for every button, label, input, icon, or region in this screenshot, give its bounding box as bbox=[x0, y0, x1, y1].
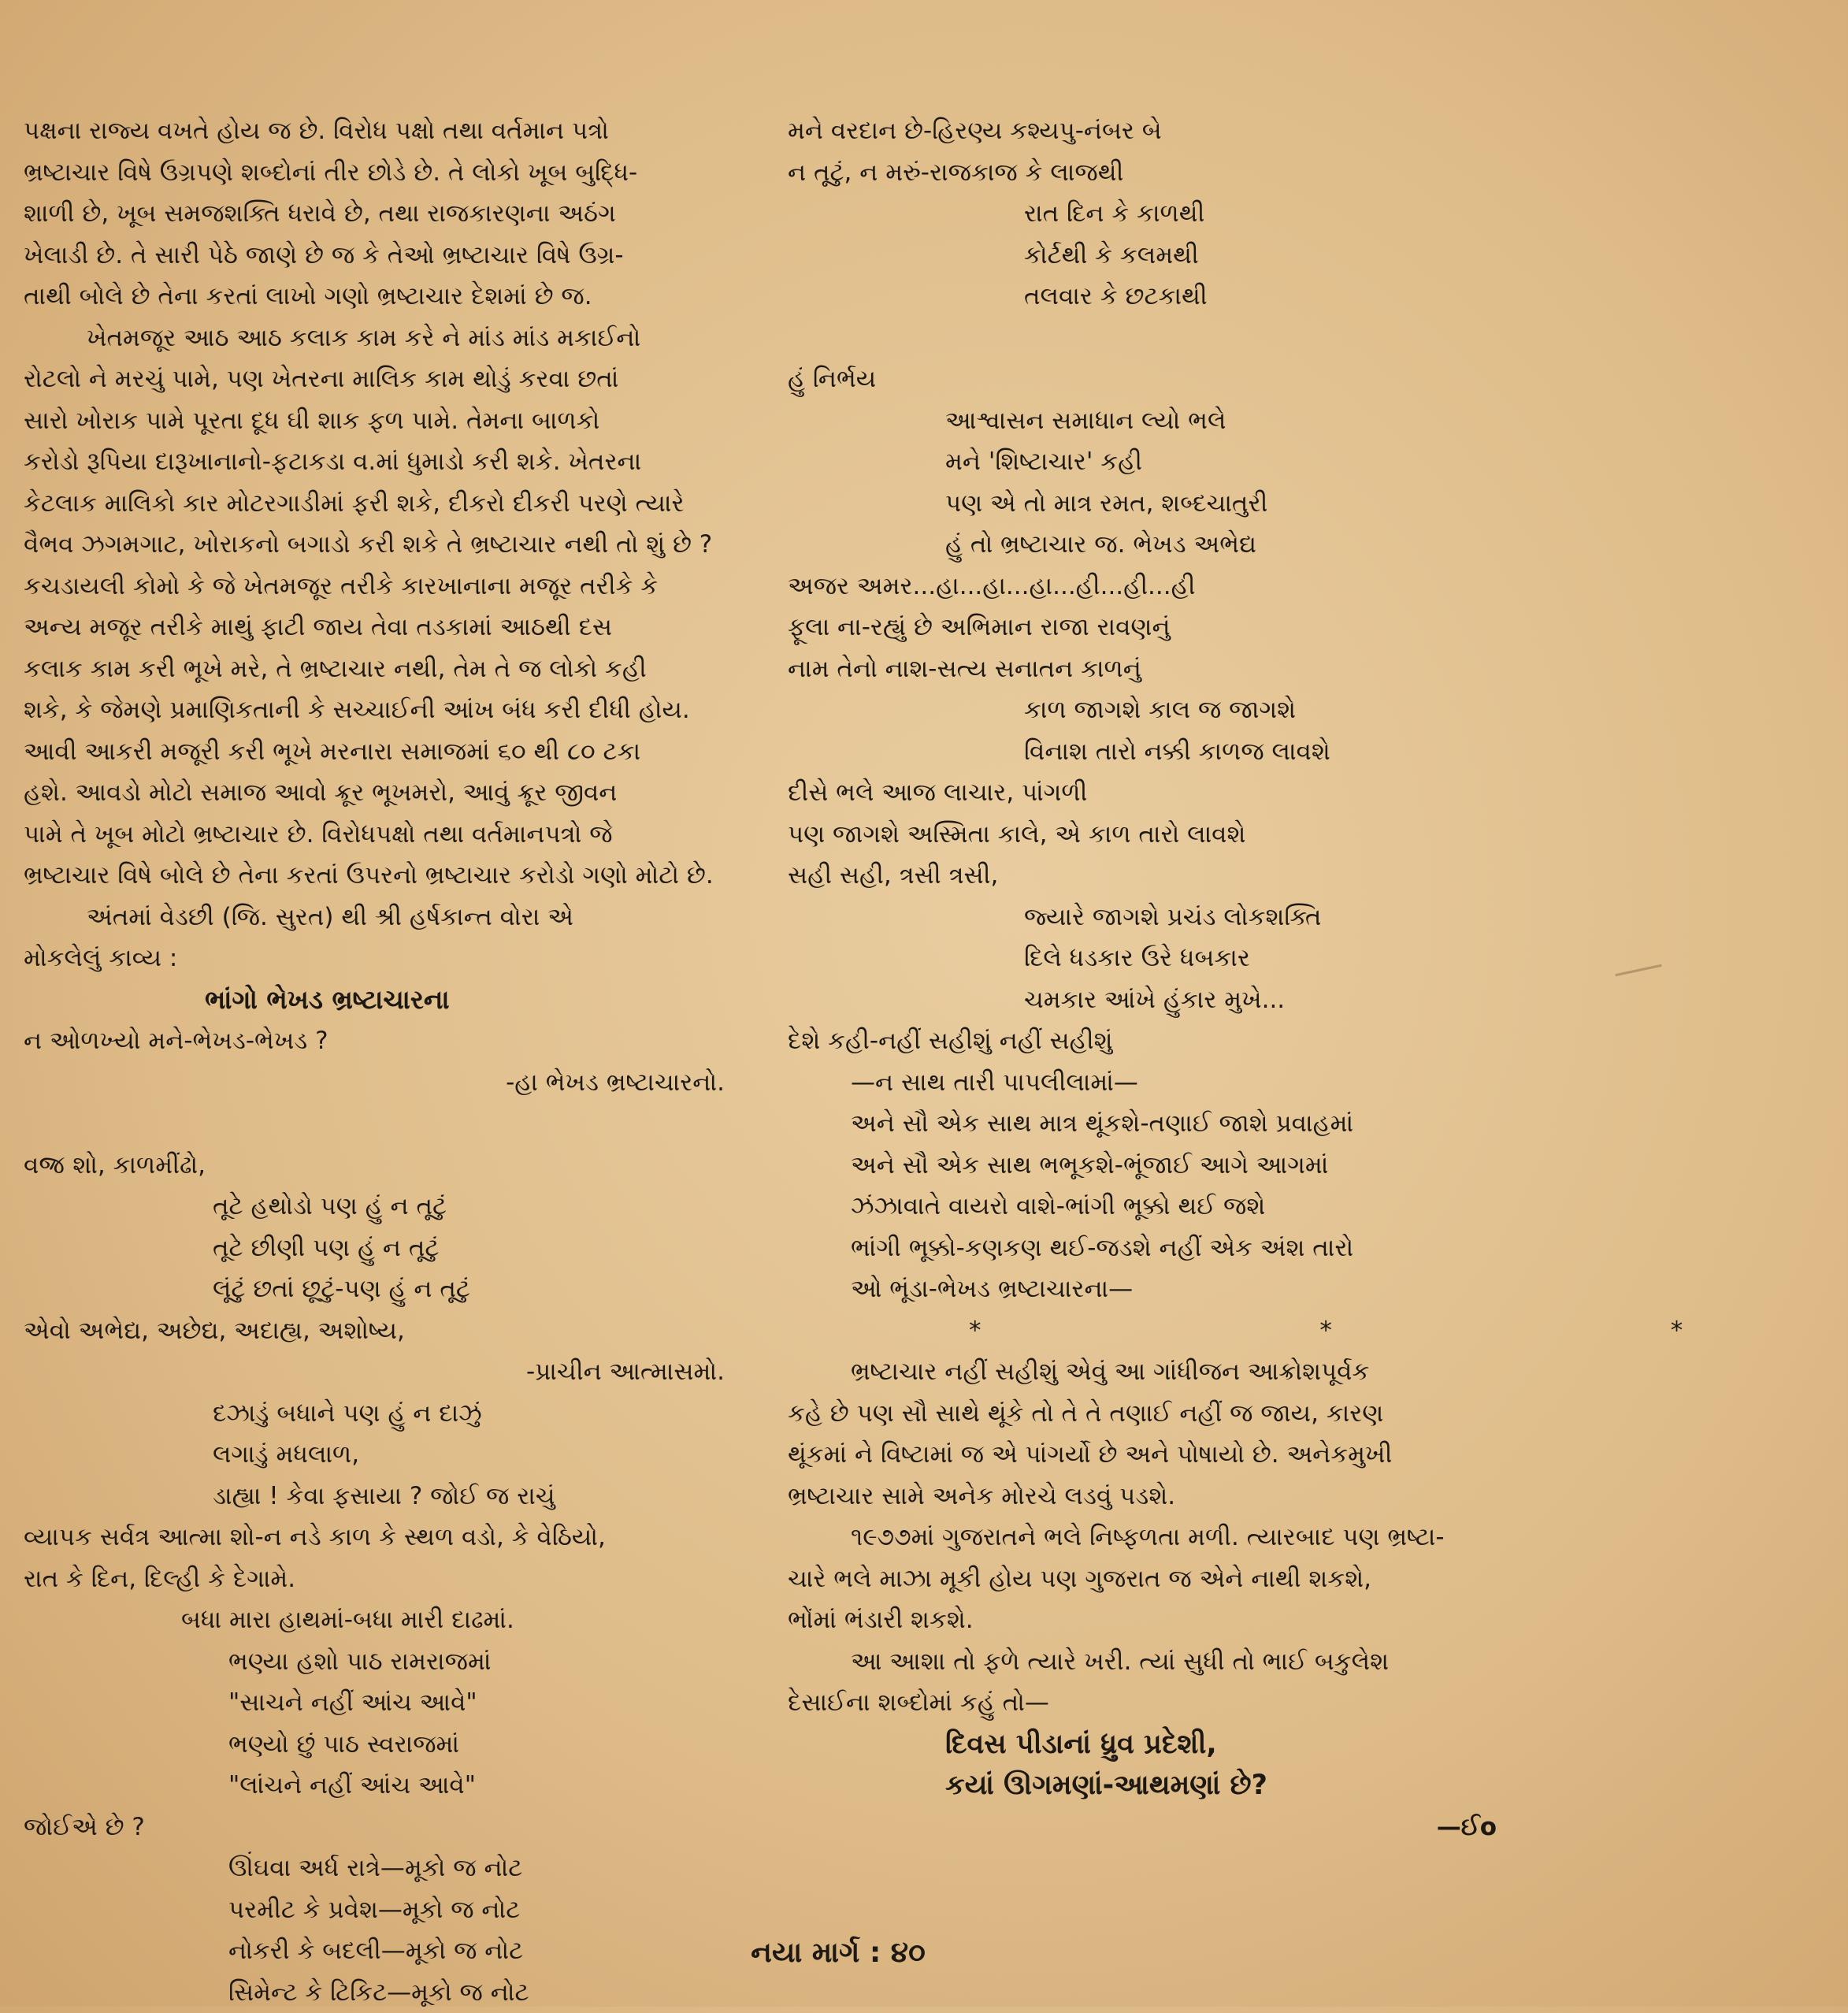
page-footer: નયા માર્ગ : ૪૦ bbox=[0, 1937, 1676, 1970]
poem-title: ભાંગો ભેખડ ભ્રષ્ટાચારના bbox=[24, 979, 733, 1021]
poem-line: બધા મારા હાથમાં-બધા મારી દાઢમાં. bbox=[24, 1599, 733, 1641]
poem-line: કોર્ટથી કે કલમથી bbox=[788, 235, 1512, 277]
poem-line: ઊંઘવા અર્ધ રાત્રે—મૂકો જ નોટ bbox=[24, 1848, 733, 1889]
text-line: કચડાયલી કોમો કે જે ખેતમજૂર તરીકે કારખાનાના મજૂર તરીકે કે bbox=[24, 566, 733, 607]
text-line: ભ્રષ્ટાચાર વિષે બોલે છે તેના કરતાં ઉપરનો ભ્રષ્ટાચાર કરોડો ગણો મોટો છે. bbox=[24, 855, 733, 897]
poem-line: એવો અભેદ્ય, અછેદ્ય, અદાહ્ય, અશોષ્ય, bbox=[24, 1310, 733, 1352]
poem-line: દઝાડું બધાને પણ હું ન દાઝું bbox=[24, 1393, 733, 1435]
poem-line: ઝંઝાવાતે વાયરો વાશે-ભાંગી ભૂક્કો થઈ જશે bbox=[788, 1186, 1512, 1227]
text-line: દેસાઈના શબ્દોમાં કહું તો— bbox=[788, 1682, 1512, 1724]
poem-line: નોકરી કે બદલી—મૂકો જ નોટ bbox=[24, 1930, 733, 1972]
poem-line: રાત કે દિન, દિલ્હી કે દેગામે. bbox=[24, 1558, 733, 1600]
poem-line: સહી સહી, ત્રસી ત્રસી, bbox=[788, 855, 1512, 897]
poem-line: લગાડું મધલાળ, bbox=[24, 1434, 733, 1476]
poem-line: જ્યારે જાગશે પ્રચંડ લોકશક્તિ bbox=[788, 897, 1512, 938]
paper-crease bbox=[1615, 964, 1661, 976]
poem-line: મને વરદાન છે-હિરણ્ય કશ્યપુ-નંબર બે bbox=[788, 110, 1512, 152]
text-line: આ આશા તો ફળે ત્યારે ખરી. ત્યાં સુધી તો ભાઈ બકુલેશ bbox=[788, 1641, 1512, 1683]
poem-line: મને 'શિષ્ટાચાર' કહી bbox=[788, 441, 1512, 483]
poem-line: ભણ્યા હશો પાઠ રામરાજમાં bbox=[24, 1641, 733, 1683]
text-line: કરોડો રૂપિયા દારૂખાનાનો-ફટાકડા વ.માં ધુમાડો કરી શકે. ખેતરના bbox=[24, 441, 733, 483]
poem-line: જોઈએ છે ? bbox=[24, 1807, 733, 1848]
text-line: કહે છે પણ સૌ સાથે થૂંકે તો તે તે તણાઈ નહીં જ જાય, કારણ bbox=[788, 1393, 1512, 1435]
poem-line: પણ એ તો માત્ર રમત, શબ્દચાતુરી bbox=[788, 483, 1512, 525]
poem-line: ડાહ્યા ! કેવા ફસાયા ? જોઈ જ રાચું bbox=[24, 1476, 733, 1517]
closing-verse: દિવસ પીડાનાં ધ્રુવ પ્રદેશી, bbox=[788, 1724, 1512, 1766]
text-line: પામે તે ખૂબ મોટો ભ્રષ્ટાચાર છે. વિરોધપક્ષો તથા વર્તમાનપત્રો જે bbox=[24, 814, 733, 856]
poem-line: ચમકાર આંખે હુંકાર મુખે... bbox=[788, 979, 1512, 1021]
poem-line: દિલે ધડકાર ઉરે ધબકાર bbox=[788, 938, 1512, 979]
poem-line: રાત દિન કે કાળથી bbox=[788, 193, 1512, 235]
poem-line: ઓ ભૂંડા-ભેખડ ભ્રષ્ટાચારના— bbox=[788, 1268, 1512, 1310]
poem-line: ન ઓળખ્યો મને-ભેખડ-ભેખડ ? bbox=[24, 1020, 733, 1062]
text-line: ૧૯૭૭માં ગુજરાતને ભલે નિષ્ફળતા મળી. ત્યારબાદ પણ ભ્રષ્ટા- bbox=[788, 1517, 1512, 1558]
poem-line: વિનાશ તારો નક્કી કાળજ લાવશે bbox=[788, 731, 1512, 773]
poem-line: -હા ભેખડ ભ્રષ્ટાચારનો. bbox=[24, 1062, 733, 1104]
poem-line: સિમેન્ટ કે ટિકિટ—મૂકો જ નોટ bbox=[24, 1972, 733, 2013]
text-line: પક્ષના રાજ્ય વખતે હોય જ છે. વિરોધ પક્ષો તથા વર્તમાન પત્રો bbox=[24, 110, 733, 152]
text-line: અન્ય મજૂર તરીકે માથું ફાટી જાય તેવા તડકામાં આઠથી દસ bbox=[24, 607, 733, 648]
text-line: અંતમાં વેડછી (જિ. સુરત) થી શ્રી હર્ષકાન્ત વોરા એ bbox=[24, 897, 733, 938]
blank-line bbox=[788, 318, 1512, 359]
text-line: રોટલો ને મરચું પામે, પણ ખેતરના માલિક કામ થોડું કરવા છતાં bbox=[24, 358, 733, 400]
poem-line: તલવાર કે છટકાથી bbox=[788, 276, 1512, 318]
poem-line: નામ તેનો નાશ-સત્ય સનાતન કાળનું bbox=[788, 648, 1512, 690]
text-line: મોકલેલું કાવ્ય : bbox=[24, 938, 733, 979]
text-line: ભ્રષ્ટાચાર નહીં સહીશું એવું આ ગાંધીજન આક્રોશપૂર્વક bbox=[788, 1351, 1512, 1393]
poem-line: પરમીટ કે પ્રવેશ—મૂકો જ નોટ bbox=[24, 1889, 733, 1931]
poem-line: વજ્ર શો, કાળમીંઢો, bbox=[24, 1145, 733, 1187]
poem-line: વ્યાપક સર્વત્ર આત્મા શો-ન નડે કાળ કે સ્થળ વડો, કે વેઠિયો, bbox=[24, 1517, 733, 1558]
text-line: વૈભવ ઝગમગાટ, ખોરાકનો બગાડો કરી શકે તે ભ્રષ્ટાચાર નથી તો શું છે ? bbox=[24, 524, 733, 566]
poem-line: આશ્વાસન સમાધાન લ્યો ભલે bbox=[788, 400, 1512, 442]
poem-line: ભાંગી ભૂક્કો-કણકણ થઈ-જડશે નહીં એક અંશ તારો bbox=[788, 1227, 1512, 1269]
poem-line: હું તો ભ્રષ્ટાચાર જ. ભેખડ અભેદ્ય bbox=[788, 524, 1512, 566]
text-line: ખેતમજૂર આઠ આઠ કલાક કામ કરે ને માંડ માંડ મકાઈનો bbox=[24, 318, 733, 359]
text-line: ભ્રષ્ટાચાર સામે અનેક મોરચે લડવું પડશે. bbox=[788, 1476, 1512, 1517]
text-line: થૂંકમાં ને વિષ્ટામાં જ એ પાંગર્યો છે અને પોષાયો છે. અનેકમુખી bbox=[788, 1434, 1512, 1476]
section-divider: * * * bbox=[788, 1310, 1512, 1352]
text-line: કેટલાક માલિકો કાર મોટરગાડીમાં ફરી શકે, દીકરો દીકરી પરણે ત્યારે bbox=[24, 483, 733, 525]
poem-line: પણ જાગશે અસ્મિતા કાલે, એ કાળ તારો લાવશે bbox=[788, 814, 1512, 856]
text-line: ચારે ભલે માઝા મૂકી હોય પણ ગુજરાત જ એને નાથી શકશે, bbox=[788, 1558, 1512, 1600]
poem-line: ભણ્યો છું પાઠ સ્વરાજમાં bbox=[24, 1724, 733, 1766]
poem-line: લૂંટું છતાં છૂટું-પણ હું ન તૂટું bbox=[24, 1268, 733, 1310]
left-column bbox=[24, 110, 733, 2013]
poem-line: ન તૂટું, ન મરું-રાજકાજ કે લાજથી bbox=[788, 152, 1512, 194]
poem-line: દેશે કહી-નહીં સહીશું નહીં સહીશું bbox=[788, 1020, 1512, 1062]
text-line: હશે. આવડો મોટો સમાજ આવો ક્રૂર ભૂખમરો, આવું ક્રૂર જીવન bbox=[24, 772, 733, 814]
poem-line: અને સૌ એક સાથ માત્ર થૂંકશે-તણાઈ જાશે પ્રવાહમાં bbox=[788, 1103, 1512, 1145]
poem-line: ફૂલા ના-રહ્યું છે અભિમાન રાજા રાવણનું bbox=[788, 607, 1512, 648]
text-line: ભ્રષ્ટાચાર વિષે ઉગ્રપણે શબ્દોનાં તીર છોડે છે. તે લોકો ખૂબ બુદ્ધિ- bbox=[24, 152, 733, 194]
blank-line bbox=[24, 1103, 733, 1145]
closing-verse: કયાં ઊગમણાં-આથમણાં છે? bbox=[788, 1765, 1512, 1807]
right-column bbox=[788, 110, 1512, 1848]
text-line: કલાક કામ કરી ભૂખે મરે, તે ભ્રષ્ટાચાર નથી, તેમ તે જ લોકો કહી bbox=[24, 648, 733, 690]
signature: —ઈo bbox=[788, 1807, 1512, 1848]
poem-line: "સાચને નહીં આંચ આવે" bbox=[24, 1682, 733, 1724]
text-line: આવી આકરી મજૂરી કરી ભૂખે મરનારા સમાજમાં ૬૦ થી ૮૦ ટકા bbox=[24, 731, 733, 773]
poem-line: —ન સાથ તારી પાપલીલામાં— bbox=[788, 1062, 1512, 1104]
text-line: સારો ખોરાક પામે પૂરતા દૂધ ઘી શાક ફળ પામે. તેમના બાળકો bbox=[24, 400, 733, 442]
text-line: શાળી છે, ખૂબ સમજશક્તિ ધરાવે છે, તથા રાજકારણના અઠંગ bbox=[24, 193, 733, 235]
poem-line: તૂટે છીણી પણ હું ન તૂટું bbox=[24, 1227, 733, 1269]
text-line: તાથી બોલે છે તેના કરતાં લાખો ગણો ભ્રષ્ટાચાર દેશમાં છે જ. bbox=[24, 276, 733, 318]
text-line: શકે, કે જેમણે પ્રમાણિકતાની કે સચ્ચાઈની આંખ બંધ કરી દીધી હોય. bbox=[24, 689, 733, 731]
poem-line: દીસે ભલે આજ લાચાર, પાંગળી bbox=[788, 772, 1512, 814]
poem-line: હું નિર્ભય bbox=[788, 358, 1512, 400]
text-line: ભોંમાં ભંડારી શકશે. bbox=[788, 1599, 1512, 1641]
text-line: ખેલાડી છે. તે સારી પેઠે જાણે છે જ કે તેઓ ભ્રષ્ટાચાર વિષે ઉગ્ર- bbox=[24, 235, 733, 277]
poem-line: તૂટે હથોડો પણ હું ન તૂટું bbox=[24, 1186, 733, 1227]
poem-line: "લાંચને નહીં આંચ આવે" bbox=[24, 1765, 733, 1807]
poem-line: અને સૌ એક સાથ ભભૂકશે-ભૂંજાઈ આગે આગમાં bbox=[788, 1145, 1512, 1187]
poem-line: -પ્રાચીન આત્માસમો. bbox=[24, 1351, 733, 1393]
poem-line: અજર અમર...હા...હા...હા...હી...હી...હી bbox=[788, 566, 1512, 607]
poem-line: કાળ જાગશે કાલ જ જાગશે bbox=[788, 689, 1512, 731]
